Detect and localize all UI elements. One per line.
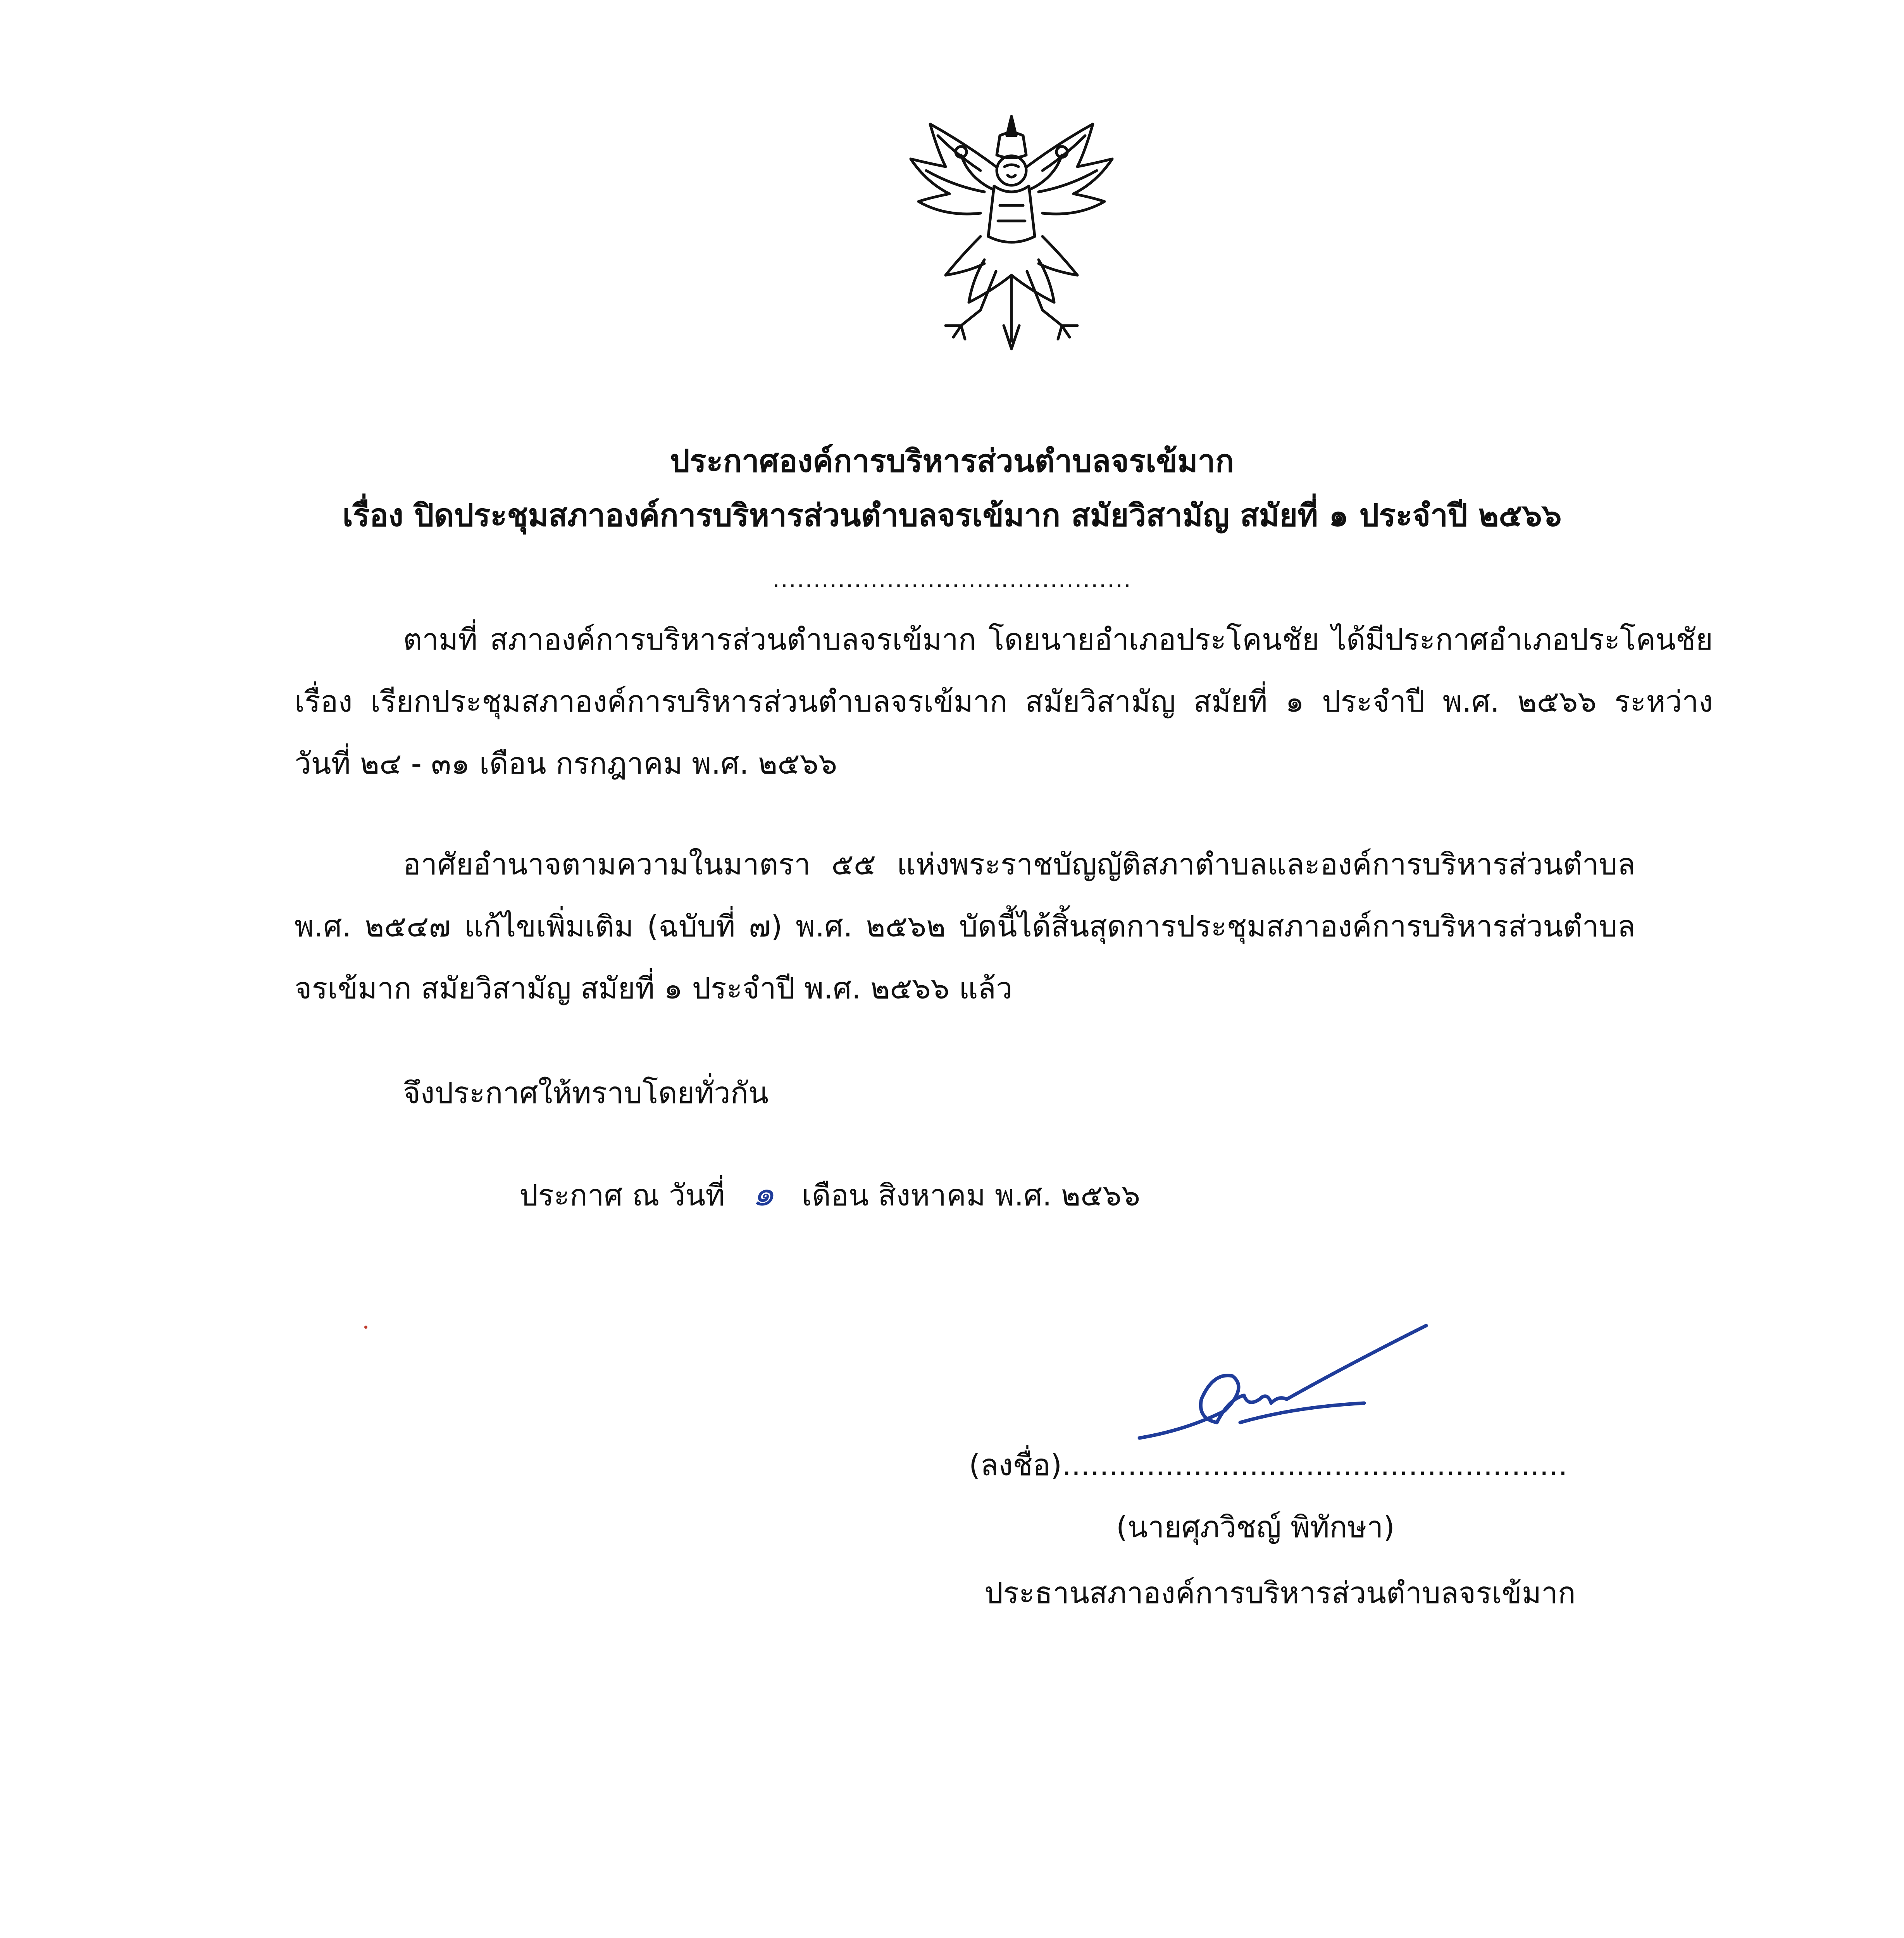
sign-line: (ลงชื่อ)...................................................... <box>969 1448 1568 1482</box>
signer-name: (นายศุภวิชญ์ พิทักษา) <box>1116 1510 1395 1544</box>
paragraph-1-line-2: เรื่อง เรียกประชุมสภาองค์การบริหารส่วนตำบลจรเข้มาก สมัยวิสามัญ สมัยที่ ๑ ประจำปี พ.ศ. ๒๕๖๖ ระหว่าง <box>295 684 1713 719</box>
paragraph-1-line-3: วันที่ ๒๔ - ๓๑ เดือน กรกฎาคม พ.ศ. ๒๕๖๖ <box>295 746 837 781</box>
paragraph-1-line-1: ตามที่ สภาองค์การบริหารส่วนตำบลจรเข้มาก โดยนายอำเภอประโคนชัย ได้มีประกาศอำเภอประโคนชัย <box>403 622 1713 657</box>
dateline-day: ๑ <box>752 1173 775 1214</box>
scan-speck <box>364 1326 367 1329</box>
paragraph-2-line-3: จรเข้มาก สมัยวิสามัญ สมัยที่ ๑ ประจำปี พ.ศ. ๒๕๖๖ แล้ว <box>295 971 1013 1005</box>
garuda-emblem-icon <box>903 109 1120 357</box>
document-title: ประกาศองค์การบริหารส่วนตำบลจรเข้มาก <box>670 443 1234 479</box>
dateline-prefix: ประกาศ ณ วันที่ <box>519 1178 725 1212</box>
closing-statement: จึงประกาศให้ทราบโดยทั่วกัน <box>403 1076 768 1110</box>
paragraph-2-line-2: พ.ศ. ๒๕๔๗ แก้ไขเพิ่มเติม (ฉบับที่ ๗) พ.ศ. ๒๕๖๒ บัดนี้ได้สิ้นสุดการประชุมสภาองค์การบริหารส่วนตำบล <box>295 909 1635 943</box>
signer-position: ประธานสภาองค์การบริหารส่วนตำบลจรเข้มาก <box>984 1576 1576 1610</box>
dateline-suffix: เดือน สิงหาคม พ.ศ. ๒๕๖๖ <box>801 1178 1141 1212</box>
title-separator: ............................................ <box>772 566 1132 593</box>
dateline <box>519 1174 1140 1215</box>
paragraph-2-line-1: อาศัยอำนาจตามความในมาตรา ๕๕ แห่งพระราชบัญญัติสภาตำบลและองค์การบริหารส่วนตำบล <box>403 847 1635 881</box>
document-subject: เรื่อง ปิดประชุมสภาองค์การบริหารส่วนตำบลจรเข้มาก สมัยวิสามัญ สมัยที่ ๑ ประจำปี ๒๕๖๖ <box>342 497 1562 533</box>
